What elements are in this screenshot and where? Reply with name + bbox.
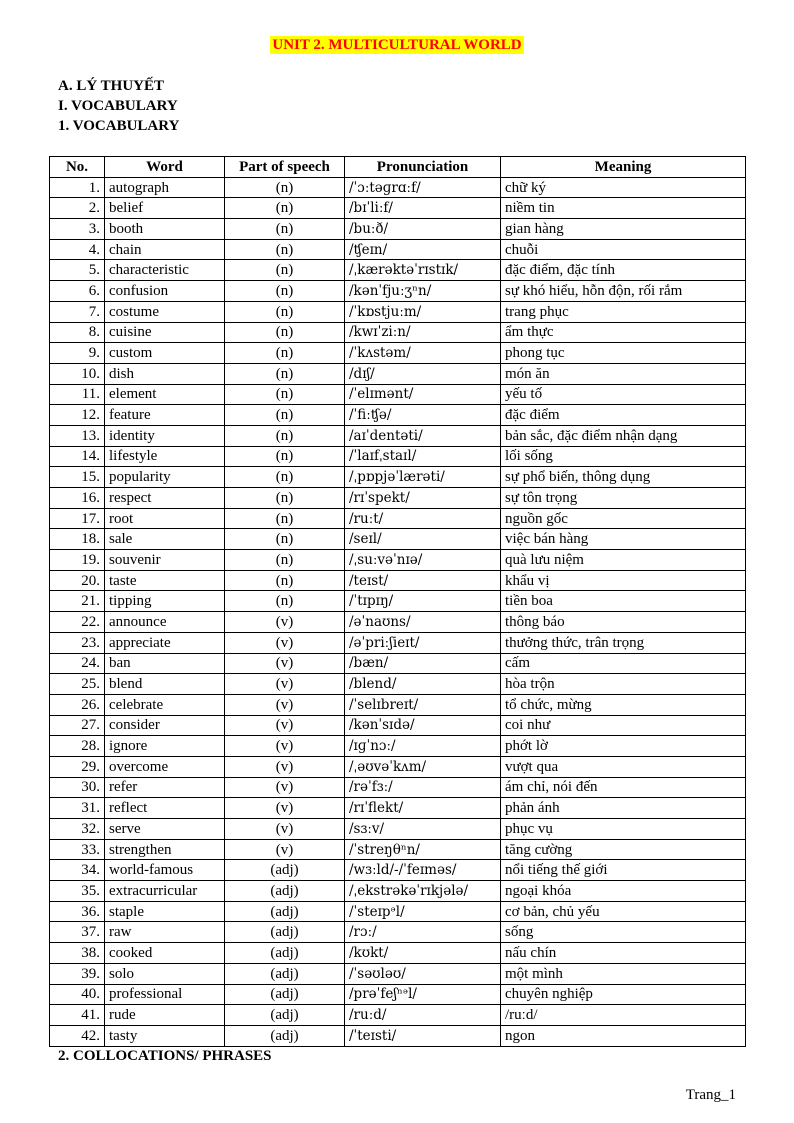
- pronunciation-cell: /ˈɔːtəɡrɑːf/: [345, 177, 501, 198]
- table-row: [50, 467, 746, 488]
- table-row: [50, 260, 746, 281]
- pronunciation-cell: /ˌpɒpjəˈlærəti/: [345, 467, 501, 488]
- header-row: [50, 157, 746, 178]
- pronunciation-cell: /rɔː/: [345, 922, 501, 943]
- word-cell: identity: [105, 425, 225, 446]
- table-row: [50, 715, 746, 736]
- vocabulary-table: [49, 156, 746, 1047]
- pronunciation-cell: /ˈfiːʧə/: [345, 405, 501, 426]
- meaning-cell: một mình: [501, 963, 746, 984]
- table-row: [50, 736, 746, 757]
- meaning-cell: sự tôn trọng: [501, 488, 746, 509]
- row-number: 9.: [50, 343, 105, 364]
- word-cell: celebrate: [105, 694, 225, 715]
- part-of-speech-cell: (adj): [225, 881, 345, 902]
- meaning-cell: đặc điểm, đặc tính: [501, 260, 746, 281]
- row-number: 16.: [50, 488, 105, 509]
- table-row: [50, 508, 746, 529]
- row-number: 10.: [50, 363, 105, 384]
- pronunciation-cell: /ˌekstrəkəˈrɪkjələ/: [345, 881, 501, 902]
- word-cell: raw: [105, 922, 225, 943]
- part-of-speech-cell: (v): [225, 632, 345, 653]
- word-cell: element: [105, 384, 225, 405]
- pronunciation-cell: /rəˈfɜː/: [345, 777, 501, 798]
- table-row: [50, 570, 746, 591]
- word-cell: costume: [105, 301, 225, 322]
- table-row: [50, 198, 746, 219]
- table-row: [50, 322, 746, 343]
- word-cell: tasty: [105, 1025, 225, 1046]
- section-heading-theory: A. LÝ THUYẾT: [58, 78, 164, 94]
- pronunciation-cell: /ʧeɪn/: [345, 239, 501, 260]
- pronunciation-cell: /ˌəʊvəˈkʌm/: [345, 756, 501, 777]
- part-of-speech-cell: (v): [225, 694, 345, 715]
- word-cell: cooked: [105, 943, 225, 964]
- table-row: [50, 984, 746, 1005]
- row-number: 30.: [50, 777, 105, 798]
- part-of-speech-cell: (n): [225, 260, 345, 281]
- meaning-cell: vượt qua: [501, 756, 746, 777]
- row-number: 31.: [50, 798, 105, 819]
- pronunciation-cell: /seɪl/: [345, 529, 501, 550]
- pronunciation-cell: /ˈstreŋθⁿn/: [345, 839, 501, 860]
- header-part-of-speech: Part of speech: [225, 157, 345, 178]
- word-cell: staple: [105, 901, 225, 922]
- part-of-speech-cell: (adj): [225, 943, 345, 964]
- row-number: 23.: [50, 632, 105, 653]
- row-number: 35.: [50, 881, 105, 902]
- table-row: [50, 839, 746, 860]
- pronunciation-cell: /ˈlaɪfˌstaɪl/: [345, 446, 501, 467]
- row-number: 17.: [50, 508, 105, 529]
- part-of-speech-cell: (adj): [225, 901, 345, 922]
- table-row: [50, 550, 746, 571]
- meaning-cell: nấu chín: [501, 943, 746, 964]
- word-cell: souvenir: [105, 550, 225, 571]
- meaning-cell: tiền boa: [501, 591, 746, 612]
- word-cell: rude: [105, 1005, 225, 1026]
- table-row: [50, 363, 746, 384]
- part-of-speech-cell: (adj): [225, 922, 345, 943]
- table-row: [50, 612, 746, 633]
- header-meaning: Meaning: [501, 157, 746, 178]
- meaning-cell: cấm: [501, 653, 746, 674]
- word-cell: confusion: [105, 281, 225, 302]
- pronunciation-cell: /aɪˈdentəti/: [345, 425, 501, 446]
- word-cell: announce: [105, 612, 225, 633]
- meaning-cell: khẩu vị: [501, 570, 746, 591]
- meaning-cell: thưởng thức, trân trọng: [501, 632, 746, 653]
- part-of-speech-cell: (n): [225, 219, 345, 240]
- meaning-cell: gian hàng: [501, 219, 746, 240]
- row-number: 7.: [50, 301, 105, 322]
- meaning-cell: ngon: [501, 1025, 746, 1046]
- table-row: [50, 653, 746, 674]
- meaning-cell: yếu tố: [501, 384, 746, 405]
- meaning-cell: nổi tiếng thế giới: [501, 860, 746, 881]
- word-cell: appreciate: [105, 632, 225, 653]
- table-row: [50, 632, 746, 653]
- table-row: [50, 301, 746, 322]
- part-of-speech-cell: (n): [225, 467, 345, 488]
- meaning-cell: hòa trộn: [501, 674, 746, 695]
- pronunciation-cell: /ˈtɪpɪŋ/: [345, 591, 501, 612]
- table-row: [50, 922, 746, 943]
- word-cell: world-famous: [105, 860, 225, 881]
- row-number: 21.: [50, 591, 105, 612]
- part-of-speech-cell: (adj): [225, 984, 345, 1005]
- word-cell: root: [105, 508, 225, 529]
- row-number: 25.: [50, 674, 105, 695]
- part-of-speech-cell: (v): [225, 839, 345, 860]
- pronunciation-cell: /teɪst/: [345, 570, 501, 591]
- meaning-cell: tổ chức, mừng: [501, 694, 746, 715]
- meaning-cell: thông báo: [501, 612, 746, 633]
- row-number: 28.: [50, 736, 105, 757]
- part-of-speech-cell: (v): [225, 715, 345, 736]
- row-number: 3.: [50, 219, 105, 240]
- row-number: 18.: [50, 529, 105, 550]
- table-header: [50, 157, 746, 178]
- part-of-speech-cell: (n): [225, 301, 345, 322]
- part-of-speech-cell: (n): [225, 529, 345, 550]
- pronunciation-cell: /ˈselɪbreɪt/: [345, 694, 501, 715]
- pronunciation-cell: /ˈteɪsti/: [345, 1025, 501, 1046]
- row-number: 36.: [50, 901, 105, 922]
- table-row: [50, 488, 746, 509]
- pronunciation-cell: /ɪɡˈnɔː/: [345, 736, 501, 757]
- pronunciation-cell: /bɪˈliːf/: [345, 198, 501, 219]
- table-row: [50, 405, 746, 426]
- table-row: [50, 756, 746, 777]
- table-row: [50, 777, 746, 798]
- table-row: [50, 860, 746, 881]
- part-of-speech-cell: (n): [225, 198, 345, 219]
- subsection-heading-collocations: 2. COLLOCATIONS/ PHRASES: [58, 1048, 272, 1064]
- word-cell: sale: [105, 529, 225, 550]
- pronunciation-cell: /ˈelɪmənt/: [345, 384, 501, 405]
- part-of-speech-cell: (n): [225, 550, 345, 571]
- pronunciation-cell: /bæn/: [345, 653, 501, 674]
- subsection-heading-vocabulary: 1. VOCABULARY: [58, 118, 180, 134]
- part-of-speech-cell: (n): [225, 405, 345, 426]
- meaning-cell: nguồn gốc: [501, 508, 746, 529]
- row-number: 40.: [50, 984, 105, 1005]
- meaning-cell: chuyên nghiệp: [501, 984, 746, 1005]
- word-cell: extracurricular: [105, 881, 225, 902]
- meaning-cell: phớt lờ: [501, 736, 746, 757]
- pronunciation-cell: /kʊkt/: [345, 943, 501, 964]
- pronunciation-cell: /rɪˈspekt/: [345, 488, 501, 509]
- table-row: [50, 881, 746, 902]
- pronunciation-cell: /rɪˈflekt/: [345, 798, 501, 819]
- word-cell: strengthen: [105, 839, 225, 860]
- word-cell: characteristic: [105, 260, 225, 281]
- word-cell: blend: [105, 674, 225, 695]
- meaning-cell: phục vụ: [501, 819, 746, 840]
- row-number: 22.: [50, 612, 105, 633]
- part-of-speech-cell: (adj): [225, 860, 345, 881]
- word-cell: consider: [105, 715, 225, 736]
- part-of-speech-cell: (n): [225, 488, 345, 509]
- unit-title: UNIT 2. MULTICULTURAL WORLD: [272, 37, 522, 53]
- pronunciation-cell: /kwɪˈziːn/: [345, 322, 501, 343]
- part-of-speech-cell: (adj): [225, 1025, 345, 1046]
- table-row: [50, 219, 746, 240]
- row-number: 34.: [50, 860, 105, 881]
- row-number: 8.: [50, 322, 105, 343]
- table-row: [50, 963, 746, 984]
- part-of-speech-cell: (adj): [225, 963, 345, 984]
- row-number: 39.: [50, 963, 105, 984]
- word-cell: solo: [105, 963, 225, 984]
- part-of-speech-cell: (v): [225, 819, 345, 840]
- pronunciation-cell: /blend/: [345, 674, 501, 695]
- word-cell: overcome: [105, 756, 225, 777]
- table-row: [50, 1025, 746, 1046]
- table-row: [50, 819, 746, 840]
- meaning-cell: món ăn: [501, 363, 746, 384]
- meaning-cell: quà lưu niệm: [501, 550, 746, 571]
- part-of-speech-cell: (adj): [225, 1005, 345, 1026]
- meaning-cell: đặc điểm: [501, 405, 746, 426]
- part-of-speech-cell: (v): [225, 777, 345, 798]
- part-of-speech-cell: (n): [225, 570, 345, 591]
- meaning-cell: phong tục: [501, 343, 746, 364]
- meaning-cell: niềm tin: [501, 198, 746, 219]
- pronunciation-cell: /dɪʃ/: [345, 363, 501, 384]
- word-cell: booth: [105, 219, 225, 240]
- word-cell: professional: [105, 984, 225, 1005]
- part-of-speech-cell: (v): [225, 612, 345, 633]
- part-of-speech-cell: (n): [225, 446, 345, 467]
- meaning-cell: bản sắc, đặc điểm nhận dạng: [501, 425, 746, 446]
- table-body: [50, 177, 746, 1046]
- table-row: [50, 384, 746, 405]
- table-row: [50, 694, 746, 715]
- part-of-speech-cell: (v): [225, 736, 345, 757]
- header-pronunciation: Pronunciation: [345, 157, 501, 178]
- part-of-speech-cell: (v): [225, 674, 345, 695]
- pronunciation-cell: /əˈnaʊns/: [345, 612, 501, 633]
- part-of-speech-cell: (n): [225, 281, 345, 302]
- meaning-cell: ám chỉ, nói đến: [501, 777, 746, 798]
- meaning-cell: chuỗi: [501, 239, 746, 260]
- table-row: [50, 674, 746, 695]
- table-row: [50, 1005, 746, 1026]
- meaning-cell: sự khó hiểu, hỗn độn, rối rắm: [501, 281, 746, 302]
- part-of-speech-cell: (n): [225, 425, 345, 446]
- row-number: 1.: [50, 177, 105, 198]
- pronunciation-cell: /ruːd/: [345, 1005, 501, 1026]
- word-cell: custom: [105, 343, 225, 364]
- row-number: 27.: [50, 715, 105, 736]
- meaning-cell: tăng cường: [501, 839, 746, 860]
- pronunciation-cell: /buːð/: [345, 219, 501, 240]
- table-row: [50, 343, 746, 364]
- word-cell: ban: [105, 653, 225, 674]
- word-cell: chain: [105, 239, 225, 260]
- meaning-cell: coi như: [501, 715, 746, 736]
- meaning-cell: cơ bản, chủ yếu: [501, 901, 746, 922]
- word-cell: feature: [105, 405, 225, 426]
- word-cell: belief: [105, 198, 225, 219]
- meaning-cell: ẩm thực: [501, 322, 746, 343]
- row-number: 2.: [50, 198, 105, 219]
- row-number: 13.: [50, 425, 105, 446]
- row-number: 29.: [50, 756, 105, 777]
- word-cell: autograph: [105, 177, 225, 198]
- meaning-cell: trang phục: [501, 301, 746, 322]
- pronunciation-cell: /ˈkʌstəm/: [345, 343, 501, 364]
- meaning-cell: sống: [501, 922, 746, 943]
- word-cell: reflect: [105, 798, 225, 819]
- meaning-cell: sự phổ biến, thông dụng: [501, 467, 746, 488]
- row-number: 24.: [50, 653, 105, 674]
- row-number: 4.: [50, 239, 105, 260]
- title-block: [0, 36, 794, 54]
- meaning-cell: lối sống: [501, 446, 746, 467]
- row-number: 32.: [50, 819, 105, 840]
- part-of-speech-cell: (n): [225, 322, 345, 343]
- word-cell: dish: [105, 363, 225, 384]
- part-of-speech-cell: (v): [225, 798, 345, 819]
- part-of-speech-cell: (n): [225, 363, 345, 384]
- word-cell: refer: [105, 777, 225, 798]
- word-cell: tipping: [105, 591, 225, 612]
- row-number: 33.: [50, 839, 105, 860]
- pronunciation-cell: /kənˈsɪdə/: [345, 715, 501, 736]
- pronunciation-cell: /əˈpriːʃieɪt/: [345, 632, 501, 653]
- table-row: [50, 239, 746, 260]
- row-number: 41.: [50, 1005, 105, 1026]
- word-cell: respect: [105, 488, 225, 509]
- word-cell: ignore: [105, 736, 225, 757]
- header-no: No.: [50, 157, 105, 178]
- row-number: 20.: [50, 570, 105, 591]
- row-number: 37.: [50, 922, 105, 943]
- table-row: [50, 943, 746, 964]
- pronunciation-cell: /wɜːld/-/ˈfeɪməs/: [345, 860, 501, 881]
- meaning-cell: việc bán hàng: [501, 529, 746, 550]
- word-cell: serve: [105, 819, 225, 840]
- row-number: 26.: [50, 694, 105, 715]
- pronunciation-cell: /ruːt/: [345, 508, 501, 529]
- pronunciation-cell: /ˈkɒstjuːm/: [345, 301, 501, 322]
- table-row: [50, 798, 746, 819]
- table-row: [50, 591, 746, 612]
- part-of-speech-cell: (n): [225, 508, 345, 529]
- row-number: 12.: [50, 405, 105, 426]
- part-of-speech-cell: (n): [225, 343, 345, 364]
- row-number: 14.: [50, 446, 105, 467]
- table-row: [50, 425, 746, 446]
- part-of-speech-cell: (n): [225, 177, 345, 198]
- table-row: [50, 529, 746, 550]
- row-number: 11.: [50, 384, 105, 405]
- pronunciation-cell: /kənˈfjuːʒⁿn/: [345, 281, 501, 302]
- pronunciation-cell: /ˌsuːvəˈnɪə/: [345, 550, 501, 571]
- part-of-speech-cell: (v): [225, 756, 345, 777]
- meaning-cell: phản ánh: [501, 798, 746, 819]
- pronunciation-cell: /prəˈfeʃⁿᵊl/: [345, 984, 501, 1005]
- table-row: [50, 177, 746, 198]
- word-cell: lifestyle: [105, 446, 225, 467]
- meaning-cell: /ruːd/: [501, 1005, 746, 1026]
- row-number: 15.: [50, 467, 105, 488]
- row-number: 6.: [50, 281, 105, 302]
- row-number: 5.: [50, 260, 105, 281]
- meaning-cell: ngoại khóa: [501, 881, 746, 902]
- pronunciation-cell: /ˌkærəktəˈrɪstɪk/: [345, 260, 501, 281]
- meaning-cell: chữ ký: [501, 177, 746, 198]
- table-row: [50, 281, 746, 302]
- row-number: 42.: [50, 1025, 105, 1046]
- section-heading-vocabulary: I. VOCABULARY: [58, 98, 178, 114]
- part-of-speech-cell: (n): [225, 384, 345, 405]
- pronunciation-cell: /sɜːv/: [345, 819, 501, 840]
- table-row: [50, 901, 746, 922]
- page-number: Trang_1: [685, 1087, 736, 1103]
- word-cell: taste: [105, 570, 225, 591]
- word-cell: popularity: [105, 467, 225, 488]
- part-of-speech-cell: (v): [225, 653, 345, 674]
- pronunciation-cell: /ˈsteɪpᵊl/: [345, 901, 501, 922]
- header-word: Word: [105, 157, 225, 178]
- pronunciation-cell: /ˈsəʊləʊ/: [345, 963, 501, 984]
- part-of-speech-cell: (n): [225, 239, 345, 260]
- table-row: [50, 446, 746, 467]
- row-number: 38.: [50, 943, 105, 964]
- part-of-speech-cell: (n): [225, 591, 345, 612]
- word-cell: cuisine: [105, 322, 225, 343]
- row-number: 19.: [50, 550, 105, 571]
